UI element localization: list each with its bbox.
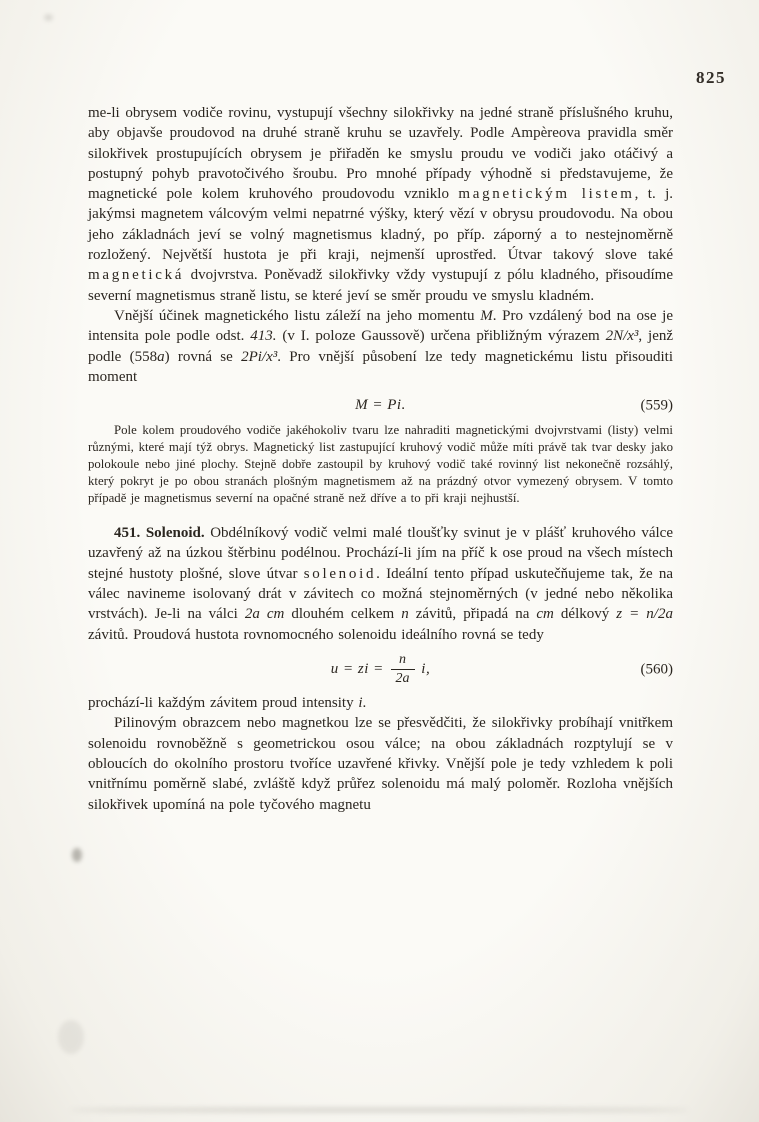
equation-560-lhs: u = zi = bbox=[330, 660, 384, 677]
body-text: . Ideální tento případ uskutečňujeme tak, že na válec navineme isolovaný drát v závitech co možná stejnoměrných (v jedné nebo několika vrstvách). Je-li na válci bbox=[88, 565, 673, 623]
body-text: , t. j. jakýmsi magnetem válcovým velmi nepatrné výšky, který vězí v obrysu proudovodu. Na obou jeho základnách jeví se volný magnetismus kladný, po příp. záporný a to nestejnoměrně rozložený. Největší hustota je při kraji, nejmenší uprostřed. Útvar takový slove také bbox=[88, 186, 673, 264]
paragraph-equation-condition bbox=[88, 693, 673, 713]
body-text: dvojvrstva. Poněvadž silokřivky vždy vystupují z pólu kladného, přisoudíme severní magnetismus straně listu, se které jeví se směr proudu ve smyslu kladném. bbox=[88, 267, 673, 304]
fraction bbox=[391, 652, 415, 687]
body-text: Vnější účinek magnetického listu záleží na jeho momentu bbox=[114, 307, 481, 324]
body-text: Pole kolem proudového vodiče jakéhokoliv tvaru lze nahraditi magnetickými dvojvrstvami (listy) velmi různými, které mají týž obrys. Magnetický list zastupující kruhový vodič může míti právě tak tvar desky jako polokoule nebo jiné plochy. Stejně dobře zastoupil by kruhový vodič také rovinný list nekonečně rozsáhlý, který pokryt je po obou stranách plošným magnetismem až na prázdný otvor vymezený obrysem. V tomto případě je magnetismus severní na opačné straně než dříve a to při kraji nejhustší. bbox=[88, 423, 673, 506]
body-text: délkový bbox=[553, 606, 617, 623]
page-content bbox=[88, 103, 673, 815]
body-text: . Pro vnější působení lze tedy magnetickému listu přisouditi moment bbox=[88, 348, 673, 385]
math-variable: M bbox=[480, 307, 493, 324]
body-text: závitů, připadá na bbox=[408, 606, 537, 623]
paragraph-iron-filings bbox=[88, 713, 673, 814]
body-text: ) rovná se bbox=[164, 348, 242, 365]
math-variable: n bbox=[401, 606, 409, 623]
paragraph-section-451-solenoid bbox=[88, 523, 673, 645]
math-expression: 2a cm bbox=[244, 606, 285, 623]
emphasis-letterspaced: solenoid bbox=[303, 565, 377, 582]
paragraph-small-print bbox=[88, 422, 673, 507]
equation-559-body: M = Pi. bbox=[355, 397, 406, 414]
equation-560 bbox=[88, 652, 673, 687]
emphasis-letterspaced: magnetickým listem bbox=[458, 186, 635, 203]
equation-560-number: (560) bbox=[640, 661, 673, 678]
math-expression: 2Pi/x³ bbox=[241, 348, 278, 365]
scan-smudge bbox=[72, 848, 82, 862]
body-text: Obdélníkový vodič velmi malé tloušťky svinut je v plášť kruhového válce uzavřený až na úzkou štěrbinu podélnou. Prochází-li jím na příč k ose proud na všech místech stejné hustoty plošné, slove útvar bbox=[88, 525, 673, 582]
math-unit: cm bbox=[536, 606, 554, 623]
equation-560-tail: i, bbox=[421, 660, 431, 677]
body-text: prochází-li každým závitem proud intensity bbox=[88, 695, 359, 712]
fraction-numerator: n bbox=[391, 652, 415, 670]
body-text: , jenž podle (558 bbox=[88, 328, 674, 365]
scan-smudge bbox=[44, 14, 53, 21]
body-text: me-li obrysem vodiče rovinu, vystupují všechny silokřivky na jedné straně příslušného kruhu, aby objavše proudovod na druhé straně kruhu se uzavřely. Podle Ampèreova pravidla směr silokřivek prostupujících obrysem je přiřaděn ke smyslu proudu ve vodiči jako otáčivý a postupný pohyb pravotočivého šroubu. Pro mnohé případy výhodně si představujeme, že magnetické pole kolem kruhového proudovodu vzniklo bbox=[88, 105, 673, 203]
equation-559 bbox=[88, 397, 673, 414]
equation-559-number: (559) bbox=[640, 397, 673, 414]
math-expression: 2N/x³ bbox=[605, 328, 639, 345]
emphasis-letterspaced: magnetická bbox=[88, 267, 185, 284]
scan-smudge bbox=[58, 1020, 84, 1054]
body-text: (v I. poloze Gaussově) určena přibližným výrazem bbox=[276, 328, 606, 345]
math-variable: i bbox=[358, 695, 363, 712]
paragraph-continuation bbox=[88, 103, 673, 306]
body-text: závitů. Proudová hustota rovnomocného solenoidu ideálního rovná se tedy bbox=[88, 626, 544, 643]
section-reference: 413. bbox=[250, 328, 277, 345]
body-text: . Pro vzdálený bod na ose je intensita pole podle odst. bbox=[88, 307, 673, 345]
fraction-denominator: 2a bbox=[395, 671, 410, 687]
math-variable: a bbox=[157, 348, 165, 365]
math-expression: z = n/2a bbox=[616, 606, 673, 623]
body-text: Pilinovým obrazcem nebo magnetkou lze se přesvědčiti, že silokřivky probíhají vnitřkem solenoidu rovnoběžně s geometrickou osou válce; na obou základnách rozptylují se v obloucích do okolního prostoru tvoříce uzavřené křivky. Vnější pole je tedy vzhledem k poli vnitřnímu poměrně slabé, zvláště když průřez solenoidu má malý poloměr. Rozloha vnějších silokřivek upomíná na pole tyčového magnetu bbox=[88, 715, 673, 813]
body-text: dlouhém celkem bbox=[284, 606, 402, 623]
body-text: . bbox=[362, 695, 367, 712]
paragraph-magnetic-list-moment bbox=[88, 306, 673, 387]
page-number: 825 bbox=[696, 68, 726, 87]
section-heading: 451. Solenoid. bbox=[114, 525, 205, 542]
page-edge-shadow bbox=[70, 1108, 689, 1112]
